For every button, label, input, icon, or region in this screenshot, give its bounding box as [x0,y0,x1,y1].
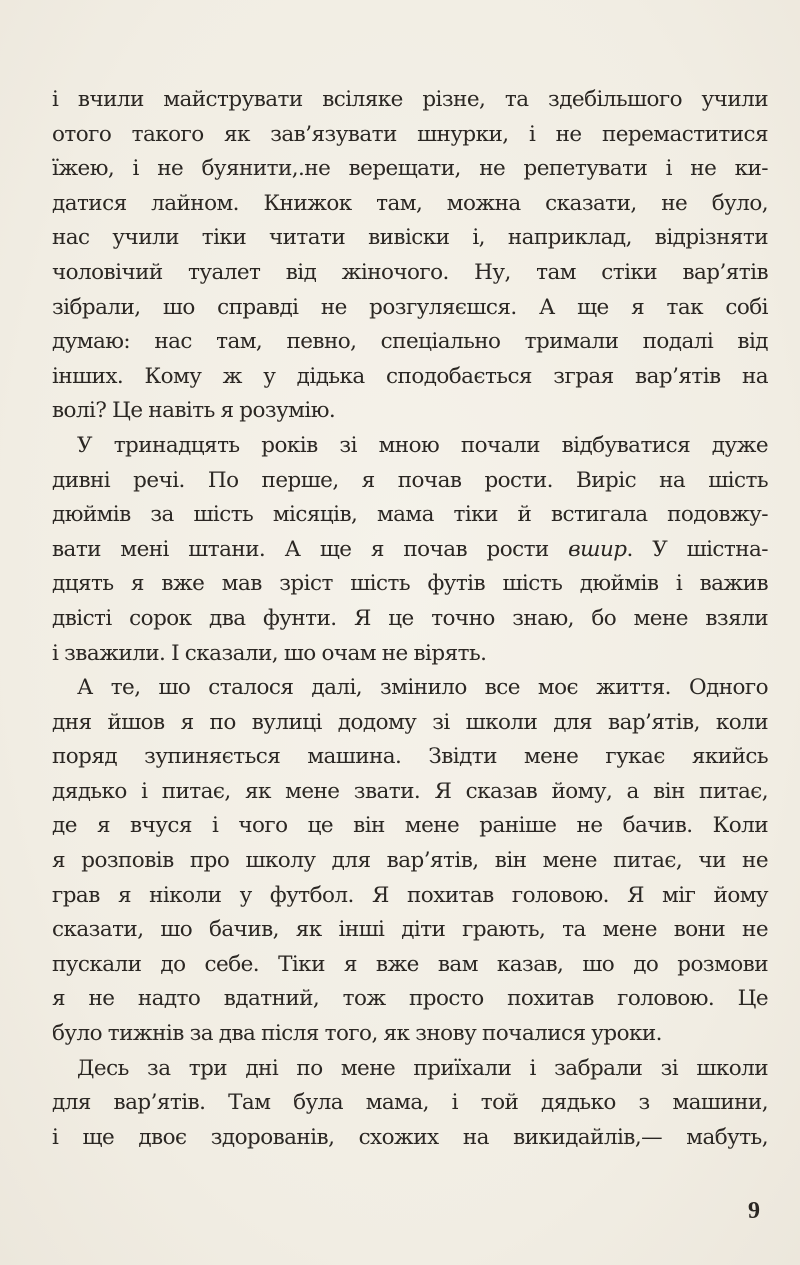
text-line: пускали до себе. Тіки я вже вам казав, шо до розмови [52,951,768,977]
text-line: дядько і питає, як мене звати. Я сказав йому, а він питає, [52,778,768,804]
text-line: думаю: нас там, певно, спеціально тримали подалі від [52,329,768,355]
text-line: їжею, і не буянити,.не верещати, не репетувати і не ки- [52,156,768,182]
text-line: інших. Кому ж у дідька сподобається зграя вар’ятів на [52,363,768,389]
text-line: дюймів за шість місяців, мама тіки й встигала подовжу- [52,502,768,528]
text-line: дня йшов я по вулиці додому зі школи для вар’ятів, коли [52,709,768,735]
paragraph-end-line: було тижнів за два після того, як знову почалися уроки. [52,1021,662,1047]
text-line: для вар’ятів. Там була мама, і той дядько з машини, [52,1090,768,1116]
text-line: де я вчуся і чого це він мене раніше не бачив. Коли [52,813,768,839]
text-line: я не надто вдатний, тож просто похитав головою. Це [52,986,768,1012]
text-line: і вчили майструвати всіляке різне, та здебільшого учили [52,87,768,112]
text-line: грав я ніколи у футбол. Я похитав головою. Я міг йому [52,882,768,908]
paragraph-start-line: У тринадцять років зі мною почали відбуватися дуже [77,432,768,458]
text-line: чоловічий туалет від жіночого. Ну, там стіки вар’ятів [52,259,768,285]
text-line: я розповів про школу для вар’ятів, він мене питає, чи не [52,848,768,874]
text-line: дивні речі. По перше, я почав рости. Виріс на шість [52,467,768,493]
text-line: нас учили тіки читати вивіски і, наприклад, відрізняти [52,225,768,251]
text-line: сказати, шо бачив, як інші діти грають, та мене вони не [52,917,768,943]
paragraph-start-line: А те, шо сталося далі, змінило все моє життя. Одного [77,675,768,701]
text-line-with-emphasis [52,533,768,568]
text-line: двісті сорок два фунти. Я це точно знаю, бо мене взяли [52,605,768,631]
text-line: датися лайном. Книжок там, можна сказати, не було, [52,190,768,216]
text-line: поряд зупиняється машина. Звідти мене гукає якийсь [52,744,768,770]
page-number: 9 [748,1198,760,1224]
paragraph-start-line: Десь за три дні по мене приїхали і забрали зі школи [77,1055,768,1081]
text-line: зібрали, шо справді не розгуляєшся. А ще я так собі [52,294,768,320]
text-line: і ще двоє здорованів, схожих на викидайлів,— мабуть, [52,1124,768,1150]
body-text [52,83,768,1155]
text-segment: . У шістна- [626,536,769,562]
text-segment: вати мені штани. А ще я почав рости [52,536,569,562]
text-line: дцять я вже мав зріст шість футів шість дюймів і важив [52,571,768,597]
text-line: отого такого як зав’язувати шнурки, і не перемаститися [52,121,768,147]
emphasis-word: вшир [568,536,627,562]
paragraph-end-line: і зважили. І сказали, шо очам не вірять. [52,640,487,666]
paragraph-end-line: волі? Це навіть я розумію. [52,398,336,424]
